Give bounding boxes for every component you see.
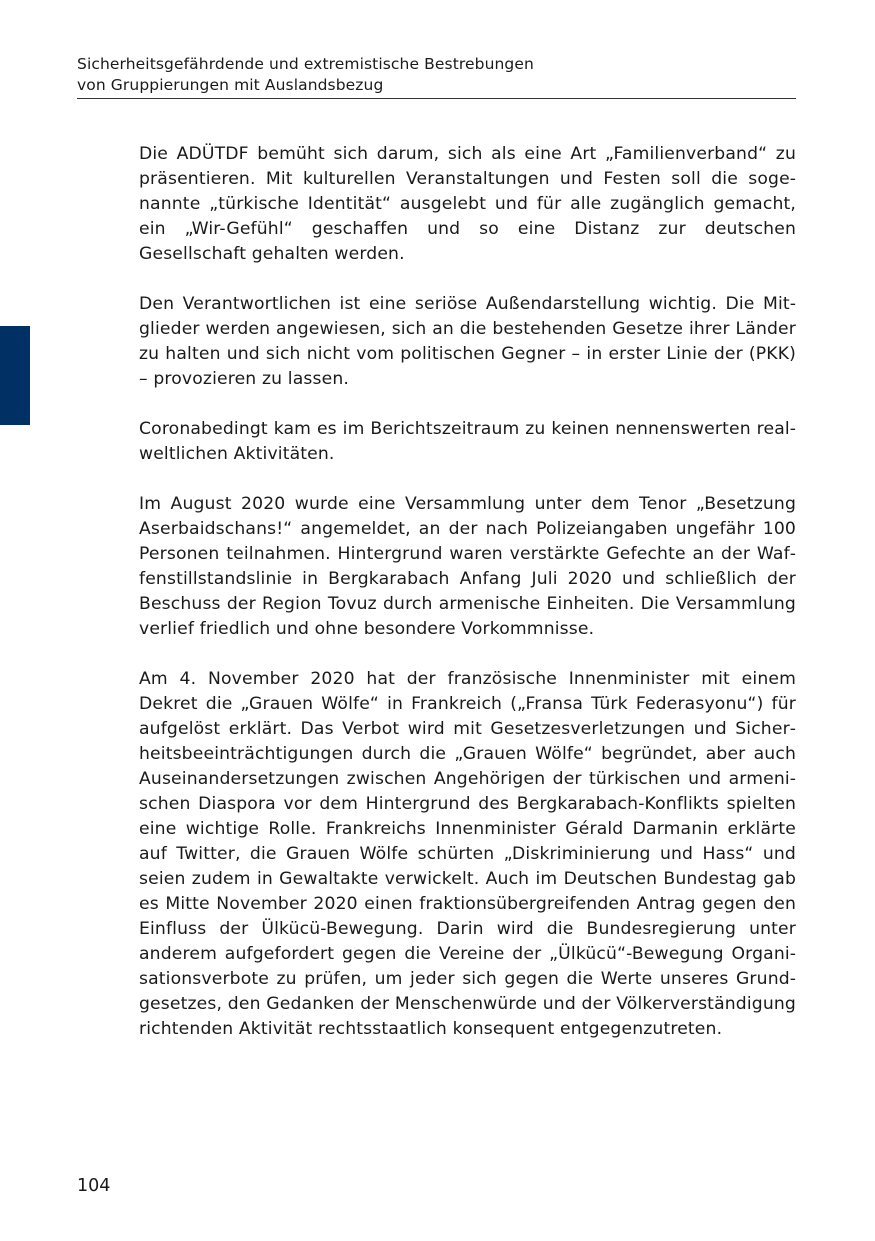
body-text <box>139 142 796 1067</box>
running-header-line-2: von Gruppierungen mit Auslandsbezug <box>77 75 384 94</box>
paragraph-1: Die ADÜTDF bemüht sich darum, sich als eine Art „Familienverband“ zu präsentieren. Mit kulturellen Veranstaltungen und Festen soll die sogenannte „türkische Identität“ ausgelebt und für alle zugänglich gemacht, ein „Wir-Gefühl“ geschaffen und so eine Distanz zur deutschen Gesellschaft gehalten werden. <box>139 144 796 264</box>
running-header <box>77 54 795 95</box>
paragraph-3: Coronabedingt kam es im Berichtszeitraum zu keinen nennenswerten realweltlichen Aktivitäten. <box>139 419 796 464</box>
running-header-line-1: Sicherheitsgefährdende und extremistische Bestrebungen <box>77 55 534 73</box>
paragraph-4: Im August 2020 wurde eine Versammlung unter dem Tenor „Besetzung Aserbaidschans!“ angemeldet, an der nach Polizeiangaben ungefähr 100 Personen teilnahmen. Hintergrund waren verstärkte Gefechte an der Waffenstillstandslinie in Bergkarabach Anfang Juli 2020 und schließlich der Beschuss der Region Tovuz durch armenische Einheiten. Die Versammlung verlief friedlich und ohne besondere Vorkommnisse. <box>139 494 796 639</box>
paragraph-2: Den Verantwortlichen ist eine seriöse Außendarstellung wichtig. Die Mitglieder werden angewiesen, sich an die bestehenden Gesetze ihrer Länder zu halten und sich nicht vom politischen Gegner – in erster Linie der (PKK) – provozieren zu lassen. <box>139 294 796 389</box>
chapter-side-tab <box>0 326 30 425</box>
paragraph-5: Am 4. November 2020 hat der französische Innenminister mit einem Dekret die „Grauen Wölfe“ in Frankreich („Fransa Türk Federasyonu“) für aufgelöst erklärt. Das Verbot wird mit Gesetzesverletzungen und Sicherheitsbeeinträchtigungen durch die „Grauen Wölfe“ begründet, aber auch Auseinandersetzungen zwischen Angehörigen der türkischen und armenischen Diaspora vor dem Hintergrund des Bergkarabach-Konflikts spielten eine wichtige Rolle. Frankreichs Innenminister Gérald Darmanin erklärte auf Twitter, die Grauen Wölfe schürten „Diskriminierung und Hass“ und seien zudem in Gewaltakte verwickelt. Auch im Deutschen Bundestag gab es Mitte November 2020 einen fraktionsübergreifenden Antrag gegen den Einfluss der Ülkücü-Bewegung. Darin wird die Bundesregierung unter anderem aufgefordert gegen die Vereine der „Ülkücü“-Bewegung Organisationsverbote zu prüfen, um jeder sich gegen die Werte unseres Grundgesetzes, den Gedanken der Menschenwürde und der Völkerverständigung richtenden Aktivität rechtsstaatlich konsequent entgegenzutreten. <box>139 669 796 1039</box>
header-divider <box>77 98 796 99</box>
page-number: 104 <box>77 1176 111 1196</box>
